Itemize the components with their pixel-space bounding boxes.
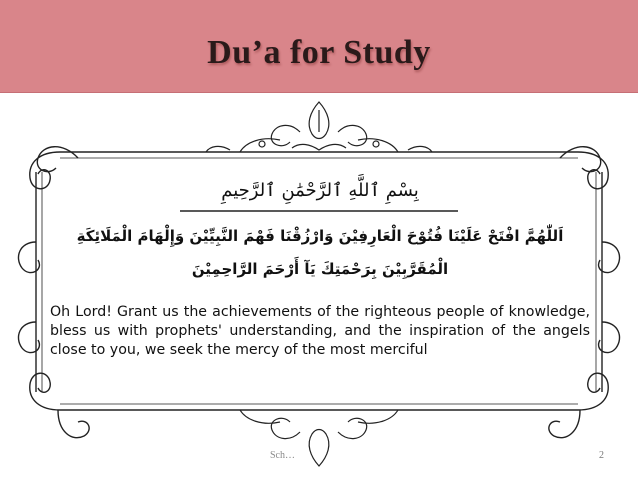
ornamental-frame (0, 92, 638, 478)
basmala: بِسْمِ ٱللَّهِ ٱلرَّحْمَٰنِ ٱلرَّحِيمِ (221, 180, 419, 201)
slide-footer: Sch… (270, 450, 295, 461)
slide-title: Du’a for Study (207, 34, 431, 71)
english-translation: Oh Lord! Grant us the achievements of the righteous people of knowledge, bless us with prophets' understanding, and the inspiration of the angels close to you, we seek the mercy of the most merciful (50, 304, 590, 358)
arabic-dua-line-1: اَللّٰهُمَّ افْتَحْ عَلَيْنَا فُتُوْحَ الْعَارِفِيْنَ وَارْزُقْنَا فَهْمَ النَّبِيِّيْنَ وَإِلْهَامَ الْمَلَائِكَةِ (76, 227, 564, 245)
page-number: 2 (599, 450, 604, 461)
arabic-dua-line-2: الْمُقَرَّبِيْنَ بِرَحْمَتِكَ يَآ أَرْحَمَ الرَّاحِمِيْنَ (191, 260, 449, 278)
